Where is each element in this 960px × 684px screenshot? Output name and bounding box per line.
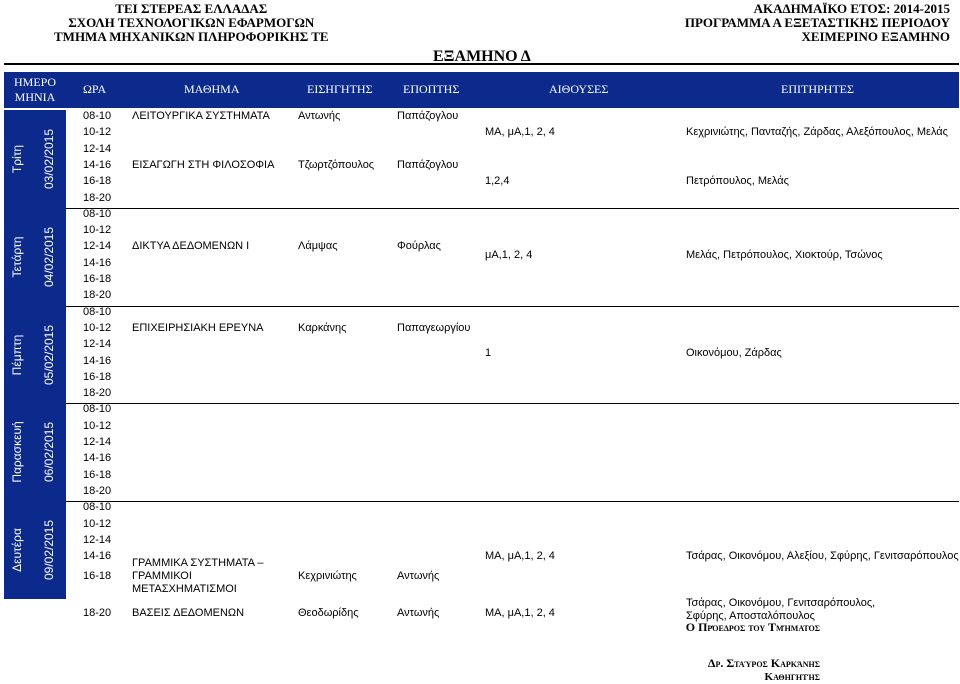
schedule-header [685,2,950,44]
day-separator [4,403,959,404]
time-cell: 08-10 [83,207,112,220]
time-cell: 16-18 [83,570,112,583]
instructor-cell: Αντωνής [298,110,341,122]
time-cell: 10-12 [83,126,112,139]
time-cell: 08-10 [83,501,112,514]
time-cell: 10-12 [83,517,112,530]
instructor-cell: Τζωρτζόπουλος [298,158,375,171]
proctors-cell: Οικονόμου, Ζάρδας [686,346,782,359]
course-cell: ΛΕΙΤΟΥΡΓΙΚΑ ΣΥΣΤΗΜΑΤΑ [132,110,270,122]
institution-line-3: ΤΜΗΜΑ ΜΗΧΑΝΙΚΩΝ ΠΛΗΡΟΦΟΡΙΚΗΣ ΤΕ [54,29,329,44]
time-cell: 14-16 [83,452,112,465]
time-cell: 14-16 [83,550,112,563]
day-label: Δευτέρα [10,528,24,572]
course-cell: ΔΙΚΤΥΑ ΔΕΔΟΜΕΝΩΝ Ι [132,240,250,253]
time-cell: 12-14 [83,142,112,155]
course-cell: ΒΑΣΕΙΣ ΔΕΔΟΜΕΝΩΝ [132,606,245,619]
time-cell: 10-12 [83,321,112,334]
time-cell: 16-18 [83,175,112,188]
time-cell: 18-20 [83,387,112,400]
time-cell: 08-10 [83,403,112,416]
proctors-cell: Πετρόπουλος, Μελάς [686,175,789,188]
date-label: 05/02/2015 [42,324,56,385]
time-cell: 12-14 [83,436,112,448]
date-label: 09/02/2015 [42,520,56,581]
institution-line-1: ΤΕΙ ΣΤΕΡΕΑΣ ΕΛΛΑΔΑΣ [115,1,268,16]
date-label: 03/02/2015 [42,128,56,189]
time-cell: 16-18 [83,468,112,481]
instructor-cell: Λάμψας [298,240,338,253]
rooms-cell: ΜΑ, μΑ,1, 2, 4 [485,606,555,619]
semester-title: ΕΞΑΜΗΝΟ Δ [433,48,531,65]
course-cell: ΕΠΙΧΕΙΡΗΣΙΑΚΗ ΕΡΕΥΝΑ [132,321,264,334]
institution-line-2: ΣΧΟΛΗ ΤΕΧΝΟΛΟΓΙΚΩΝ ΕΦΑΡΜΟΓΩΝ [68,15,315,30]
proctors-cell: Κεχρινιώτης, Πανταζής, Ζάρδας, Αλεξόπουλος, Μελάς [686,126,948,139]
rooms-cell: ΜΑ, μΑ,1, 2, 4 [485,126,555,139]
time-cell: 18-20 [83,191,112,204]
date-label: 04/02/2015 [42,226,56,287]
time-cell: 08-10 [83,305,112,318]
day-label: Παρασκευή [10,421,24,483]
time-cell: 18-20 [83,289,112,302]
time-cell: 10-12 [83,419,112,432]
column-rooms-header: ΑΙΘΟΥΣΕΣ [549,82,609,96]
time-cell: 18-20 [83,484,112,497]
time-cell: 08-10 [83,110,112,122]
instructor-cell: Καρκάνης [298,321,347,334]
schedule-line-1: ΑΚΑΔΗΜΑΪΚΟ ΕΤΟΣ: 2014-2015 [753,1,950,16]
time-cell: 10-12 [83,224,112,237]
column-time-header: ΩΡΑ [83,82,107,96]
schedule-line-2: ΠΡΟΓΡΑΜΜΑ Α ΕΞΕΤΑΣΤΙΚΗΣ ΠΕΡΙΟΔΟΥ [684,15,950,30]
date-label: 06/02/2015 [42,422,56,483]
instructor-cell: Θεοδωρίδης [298,606,359,619]
column-header-bar [66,72,959,108]
rooms-cell: 1,2,4 [485,175,510,188]
rooms-cell: 1 [485,346,492,359]
day-separator [4,306,959,307]
column-course-header: ΜΑΘΗΜΑ [184,82,240,96]
supervisor-cell: Παπάζογλου [397,110,459,122]
day-label: Τρίτη [10,144,24,174]
supervisor-cell: Αντωνής [397,570,440,583]
proctors-cell: Τσάρας, Οικονόμου, Αλεξίου, Σφύρης, Γενιτσαρόπουλος [686,550,959,563]
column-date-header: ΗΜΕΡΟ ΜΗΝΙΑ [4,72,66,108]
day-separator [4,208,959,209]
column-proctors-header: ΕΠΙΤΗΡΗΤΕΣ [781,82,854,96]
signature-name: Δρ. Σταύρος Καρκάνης [707,656,820,670]
supervisor-cell: Φούρλας [397,240,441,253]
course-cell: ΕΙΣΑΓΩΓΗ ΣΤΗ ΦΙΛΟΣΟΦΙΑ [132,158,275,171]
day-separator [4,501,959,502]
signature-title: Καθηγητής [764,671,820,683]
time-cell: 12-14 [83,338,112,351]
day-label: Τετάρτη [10,236,24,278]
supervisor-cell: Αντωνής [397,606,440,619]
time-cell: 18-20 [83,606,112,619]
time-cell: 16-18 [83,370,112,383]
time-cell: 14-16 [83,256,112,269]
time-cell: 12-14 [83,533,112,546]
supervisor-cell: Παπαγεωργίου [397,321,471,334]
proctors-cell: Τσάρας, Οικονόμου, Γενιτσαρόπουλος, Σφύρης, Αποσταλόπουλος [686,596,876,622]
time-cell: 16-18 [83,273,112,285]
day-label: Πέμπτη [10,334,24,375]
rooms-cell: μΑ,1, 2, 4 [485,248,533,261]
schedule-line-3: ΧΕΙΜΕΡΙΝΟ ΕΞΑΜΗΝΟ [801,29,950,44]
time-cell: 12-14 [83,240,112,253]
column-supervisor-header: ΕΠΟΠΤΗΣ [403,82,460,96]
signature-role: Ο Πρόεδρος του Τμήματος [685,620,820,634]
top-divider [4,63,959,65]
proctors-cell: Μελάς, Πετρόπουλος, Χιοκτούρ, Τσώνος [686,248,883,261]
time-cell: 14-16 [83,354,112,367]
institution-header [54,2,329,44]
rooms-cell: ΜΑ, μΑ,1, 2, 4 [485,550,555,563]
instructor-cell: Κεχρινιώτης [298,570,357,583]
column-instructor-header: ΕΙΣΗΓΗΤΗΣ [307,82,373,96]
supervisor-cell: Παπάζογλου [397,158,459,171]
course-cell: ΓΡΑΜΜΙΚΑ ΣΥΣΤΗΜΑΤΑ – ΓΡΑΜΜΙΚΟΙ ΜΕΤΑΣΧΗΜΑΤΙΣΜΟΙ [132,557,264,596]
time-cell: 14-16 [83,158,112,171]
